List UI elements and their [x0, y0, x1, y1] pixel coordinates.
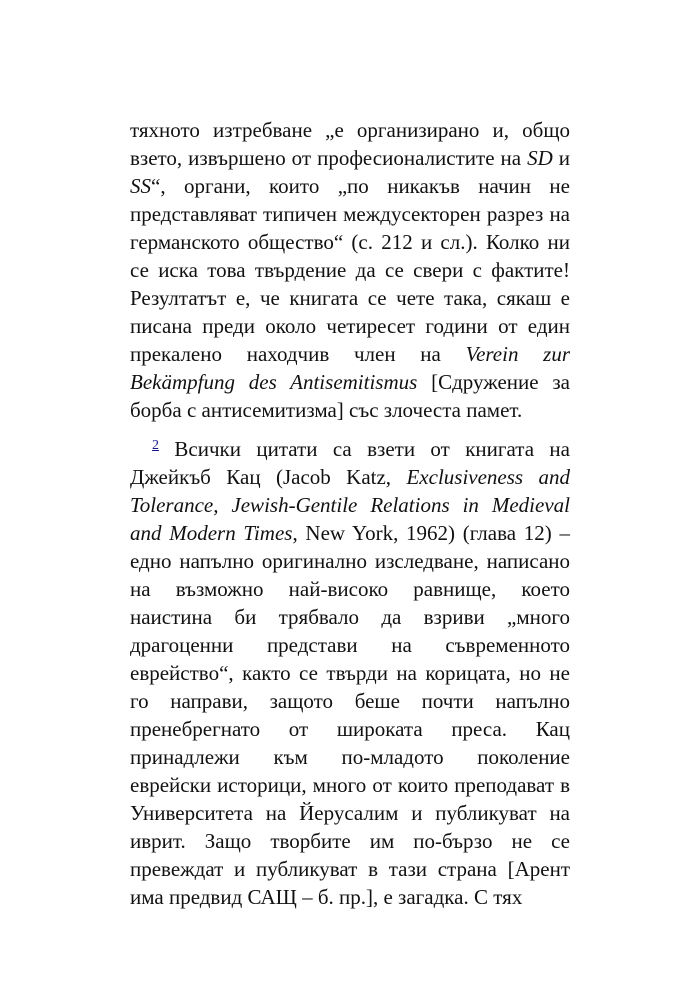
paragraph-text: тяхното изтребване „е организирано и, общо взето, извършено от професионалистите на — [130, 118, 570, 170]
paragraph-text: и — [552, 146, 570, 170]
footnote-paragraph — [130, 435, 570, 911]
italic-book-title: Exclusiveness and Tolerance, Jewish-Gentile Relations in Medieval and Modern Times — [130, 465, 570, 545]
footnote-text: , New York, 1962) (глава 12) – едно напълно оригинално изследване, написано на възможно най-високо равнище, което наистина би трябвало да взриви „много драгоценни представи на съвременното еврейство“, както се твърди на корицата, но не го направи, защото беше почти напълно пренебрегнато от широката преса. Кац принадлежи към по-младото поколение еврейски историци, много от които преподават в Университета на Йерусалим и публикуват на иврит. Защо творбите им по-бързо не се превеждат и публикуват в тази страна [Арент има предвид САЩ – б. пр.], е загадка. С тях — [130, 521, 571, 909]
italic-term-sd: SD — [527, 146, 553, 170]
body-paragraph — [130, 116, 570, 424]
paragraph-text: “, органи, които „по никакъв начин не представляват типичен междусекторен разрез на германското общество“ (с. 212 и сл.). Колко ни се иска това твърдение да се свери с фактите! Резултатът е, че книгата се чете така, сякаш е писана преди около четиресет години от един прекалено находчив член на — [130, 174, 570, 366]
page-body — [130, 116, 570, 911]
italic-organization-name: Verein zur Bekämpfung des Antisemitismus — [130, 342, 571, 394]
footnote-text: Всички цитати са взети от книгата на Джейкъб Кац (Jacob Katz, — [130, 437, 570, 489]
footnote-link[interactable]: 2 — [152, 438, 159, 453]
italic-term-ss: SS — [130, 174, 151, 198]
paragraph-text: [Сдружение за борба с антисемитизма] със злочеста памет. — [130, 370, 570, 422]
